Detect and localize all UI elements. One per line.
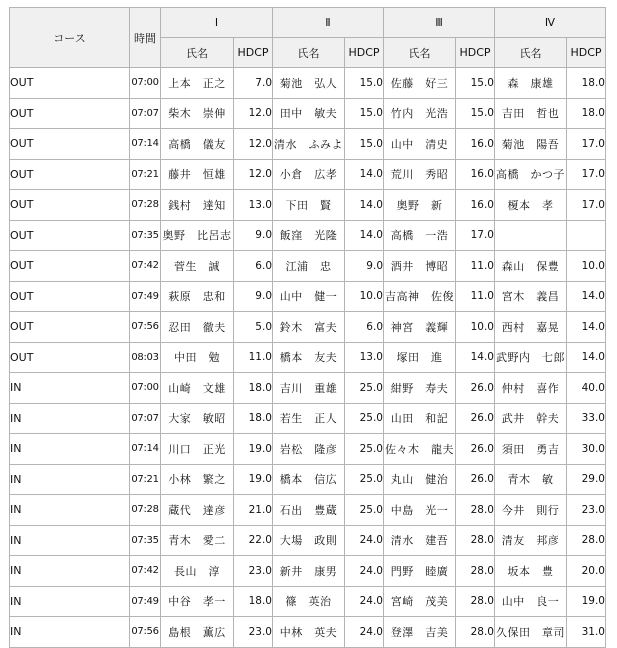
course-cell: OUT xyxy=(10,251,130,282)
course-cell: IN xyxy=(10,525,130,556)
player-name-cell: 小林 繁之 xyxy=(161,464,234,495)
player-hdcp-cell: 16.0 xyxy=(456,190,495,221)
tee-time-cell: 08:03 xyxy=(130,342,161,373)
player-hdcp-cell: 28.0 xyxy=(567,525,606,556)
course-cell: IN xyxy=(10,556,130,587)
course-cell: IN xyxy=(10,434,130,465)
table-row xyxy=(10,464,606,495)
player-hdcp-cell: 28.0 xyxy=(456,586,495,617)
player-hdcp-cell: 23.0 xyxy=(567,495,606,526)
player-hdcp-cell: 14.0 xyxy=(345,220,384,251)
table-row xyxy=(10,220,606,251)
tee-time-cell: 07:42 xyxy=(130,556,161,587)
player-hdcp-cell: 6.0 xyxy=(345,312,384,343)
player-name-cell: 島根 薫広 xyxy=(161,617,234,648)
player-hdcp-cell: 21.0 xyxy=(234,495,273,526)
player-hdcp-cell: 18.0 xyxy=(234,586,273,617)
course-cell: OUT xyxy=(10,159,130,190)
player-name-cell: 宮崎 茂美 xyxy=(384,586,456,617)
player-name-cell: 菊池 陽吾 xyxy=(495,129,567,160)
table-row xyxy=(10,159,606,190)
player-name-cell: 菅生 誠 xyxy=(161,251,234,282)
player-hdcp-cell: 15.0 xyxy=(456,98,495,129)
player-name-cell: 高橋 一浩 xyxy=(384,220,456,251)
name-header: 氏名 xyxy=(495,38,567,68)
player-hdcp-cell: 9.0 xyxy=(345,251,384,282)
player-hdcp-cell: 28.0 xyxy=(456,495,495,526)
player-hdcp-cell: 19.0 xyxy=(567,586,606,617)
group-header-4: Ⅳ xyxy=(495,8,606,38)
course-cell: IN xyxy=(10,495,130,526)
player-name-cell: 森 康雄 xyxy=(495,68,567,99)
player-hdcp-cell: 19.0 xyxy=(234,434,273,465)
player-hdcp-cell: 24.0 xyxy=(345,617,384,648)
player-name-cell: 紺野 寿夫 xyxy=(384,373,456,404)
player-name-cell: 高橋 かつ子 xyxy=(495,159,567,190)
course-cell: OUT xyxy=(10,68,130,99)
player-hdcp-cell: 31.0 xyxy=(567,617,606,648)
tee-time-cell: 07:42 xyxy=(130,251,161,282)
player-name-cell: 宮木 義昌 xyxy=(495,281,567,312)
player-name-cell: 忍田 徹夫 xyxy=(161,312,234,343)
player-name-cell: 山中 清史 xyxy=(384,129,456,160)
player-name-cell: 仲村 喜作 xyxy=(495,373,567,404)
player-name-cell: 山中 健一 xyxy=(273,281,345,312)
course-cell: OUT xyxy=(10,312,130,343)
player-hdcp-cell: 10.0 xyxy=(567,251,606,282)
player-hdcp-cell: 25.0 xyxy=(345,403,384,434)
player-hdcp-cell: 10.0 xyxy=(345,281,384,312)
player-name-cell: 青木 愛二 xyxy=(161,525,234,556)
player-name-cell: 大家 敏昭 xyxy=(161,403,234,434)
table-row xyxy=(10,312,606,343)
player-hdcp-cell: 14.0 xyxy=(456,342,495,373)
course-cell: IN xyxy=(10,403,130,434)
player-name-cell: 今井 則行 xyxy=(495,495,567,526)
player-name-cell: 須田 勇吉 xyxy=(495,434,567,465)
tee-time-cell: 07:07 xyxy=(130,403,161,434)
player-name-cell: 岩松 隆彦 xyxy=(273,434,345,465)
player-hdcp-cell: 12.0 xyxy=(234,159,273,190)
player-hdcp-cell: 11.0 xyxy=(456,281,495,312)
tee-time-cell: 07:49 xyxy=(130,281,161,312)
player-name-cell: 吉田 哲也 xyxy=(495,98,567,129)
player-hdcp-cell: 18.0 xyxy=(567,68,606,99)
player-name-cell: 飯窪 光隆 xyxy=(273,220,345,251)
table-row xyxy=(10,586,606,617)
pairings-body xyxy=(10,68,606,648)
tee-time-cell: 07:35 xyxy=(130,220,161,251)
player-name-cell xyxy=(495,220,567,251)
hdcp-header: HDCP xyxy=(234,38,273,68)
player-hdcp-cell: 10.0 xyxy=(456,312,495,343)
course-cell: OUT xyxy=(10,281,130,312)
player-hdcp-cell: 22.0 xyxy=(234,525,273,556)
player-name-cell: 上本 正之 xyxy=(161,68,234,99)
tee-time-cell: 07:35 xyxy=(130,525,161,556)
player-name-cell: 森山 保豊 xyxy=(495,251,567,282)
group-header-1: Ⅰ xyxy=(161,8,273,38)
player-name-cell: 荒川 秀昭 xyxy=(384,159,456,190)
table-row xyxy=(10,617,606,648)
hdcp-header: HDCP xyxy=(567,38,606,68)
player-name-cell: 神宮 義輝 xyxy=(384,312,456,343)
player-name-cell: 山崎 文雄 xyxy=(161,373,234,404)
player-hdcp-cell: 19.0 xyxy=(234,464,273,495)
header-row-groups xyxy=(10,8,606,38)
player-name-cell: 佐藤 好三 xyxy=(384,68,456,99)
player-name-cell: 中田 勉 xyxy=(161,342,234,373)
player-hdcp-cell: 24.0 xyxy=(345,586,384,617)
player-name-cell: 西村 嘉晃 xyxy=(495,312,567,343)
player-name-cell: 高橋 儀友 xyxy=(161,129,234,160)
player-name-cell: 川口 正光 xyxy=(161,434,234,465)
player-name-cell: 中林 英夫 xyxy=(273,617,345,648)
tee-time-cell: 07:07 xyxy=(130,98,161,129)
table-row xyxy=(10,190,606,221)
player-hdcp-cell: 24.0 xyxy=(345,525,384,556)
table-row xyxy=(10,525,606,556)
player-hdcp-cell: 17.0 xyxy=(567,190,606,221)
player-hdcp-cell: 15.0 xyxy=(345,98,384,129)
player-hdcp-cell: 23.0 xyxy=(234,556,273,587)
player-hdcp-cell: 13.0 xyxy=(234,190,273,221)
player-hdcp-cell: 25.0 xyxy=(345,495,384,526)
player-name-cell: 篠 英治 xyxy=(273,586,345,617)
name-header: 氏名 xyxy=(273,38,345,68)
player-hdcp-cell: 18.0 xyxy=(234,403,273,434)
table-row xyxy=(10,68,606,99)
player-hdcp-cell: 13.0 xyxy=(345,342,384,373)
table-row xyxy=(10,434,606,465)
player-hdcp-cell: 9.0 xyxy=(234,281,273,312)
player-name-cell: 酒井 博昭 xyxy=(384,251,456,282)
player-hdcp-cell: 25.0 xyxy=(345,373,384,404)
player-hdcp-cell: 26.0 xyxy=(456,464,495,495)
table-row xyxy=(10,342,606,373)
table-row xyxy=(10,495,606,526)
table-row xyxy=(10,98,606,129)
player-hdcp-cell: 5.0 xyxy=(234,312,273,343)
tee-time-cell: 07:56 xyxy=(130,617,161,648)
player-hdcp-cell: 29.0 xyxy=(567,464,606,495)
player-name-cell: 小倉 広孝 xyxy=(273,159,345,190)
player-hdcp-cell: 26.0 xyxy=(456,434,495,465)
player-name-cell: 銭村 達知 xyxy=(161,190,234,221)
player-name-cell: 門野 睦廣 xyxy=(384,556,456,587)
table-row xyxy=(10,373,606,404)
player-hdcp-cell: 25.0 xyxy=(345,434,384,465)
course-cell: IN xyxy=(10,373,130,404)
course-header: コース xyxy=(10,8,130,68)
table-row xyxy=(10,556,606,587)
player-hdcp-cell: 12.0 xyxy=(234,129,273,160)
tee-time-cell: 07:21 xyxy=(130,464,161,495)
player-name-cell: 山田 和記 xyxy=(384,403,456,434)
player-hdcp-cell: 15.0 xyxy=(345,129,384,160)
course-cell: OUT xyxy=(10,190,130,221)
player-hdcp-cell: 17.0 xyxy=(567,129,606,160)
player-name-cell: 奥野 比呂志 xyxy=(161,220,234,251)
player-hdcp-cell: 11.0 xyxy=(456,251,495,282)
table-row xyxy=(10,281,606,312)
player-name-cell: 柴木 崇伸 xyxy=(161,98,234,129)
table-row xyxy=(10,129,606,160)
player-hdcp-cell: 15.0 xyxy=(456,68,495,99)
player-hdcp-cell: 20.0 xyxy=(567,556,606,587)
player-name-cell: 清友 邦彦 xyxy=(495,525,567,556)
course-cell: IN xyxy=(10,617,130,648)
player-hdcp-cell: 6.0 xyxy=(234,251,273,282)
player-hdcp-cell: 16.0 xyxy=(456,159,495,190)
player-hdcp-cell: 11.0 xyxy=(234,342,273,373)
player-name-cell: 登澤 吉美 xyxy=(384,617,456,648)
player-name-cell: 萩原 忠和 xyxy=(161,281,234,312)
player-hdcp-cell: 7.0 xyxy=(234,68,273,99)
player-name-cell: 田中 敏夫 xyxy=(273,98,345,129)
player-hdcp-cell: 14.0 xyxy=(345,190,384,221)
player-name-cell: 菊池 弘人 xyxy=(273,68,345,99)
player-name-cell: 中島 光一 xyxy=(384,495,456,526)
player-name-cell: 清水 ふみよ xyxy=(273,129,345,160)
player-name-cell: 江浦 忠 xyxy=(273,251,345,282)
player-name-cell: 中谷 孝一 xyxy=(161,586,234,617)
player-name-cell: 石出 豊蔵 xyxy=(273,495,345,526)
player-hdcp-cell: 14.0 xyxy=(567,312,606,343)
player-name-cell: 鈴木 富夫 xyxy=(273,312,345,343)
player-hdcp-cell: 30.0 xyxy=(567,434,606,465)
player-name-cell: 丸山 健治 xyxy=(384,464,456,495)
player-hdcp-cell: 25.0 xyxy=(345,464,384,495)
player-name-cell: 長山 淳 xyxy=(161,556,234,587)
course-cell: OUT xyxy=(10,220,130,251)
player-hdcp-cell: 14.0 xyxy=(345,159,384,190)
player-hdcp-cell xyxy=(567,220,606,251)
player-hdcp-cell: 9.0 xyxy=(234,220,273,251)
player-name-cell: 坂本 豊 xyxy=(495,556,567,587)
player-hdcp-cell: 14.0 xyxy=(567,281,606,312)
player-name-cell: 山中 良一 xyxy=(495,586,567,617)
player-hdcp-cell: 17.0 xyxy=(567,159,606,190)
player-hdcp-cell: 24.0 xyxy=(345,556,384,587)
player-hdcp-cell: 28.0 xyxy=(456,617,495,648)
tee-time-cell: 07:28 xyxy=(130,495,161,526)
player-name-cell: 塚田 進 xyxy=(384,342,456,373)
player-hdcp-cell: 26.0 xyxy=(456,373,495,404)
player-name-cell: 佐々木 龍夫 xyxy=(384,434,456,465)
player-hdcp-cell: 18.0 xyxy=(234,373,273,404)
player-name-cell: 清水 建吾 xyxy=(384,525,456,556)
tee-time-cell: 07:21 xyxy=(130,159,161,190)
player-hdcp-cell: 17.0 xyxy=(456,220,495,251)
player-name-cell: 武野内 七郎 xyxy=(495,342,567,373)
player-hdcp-cell: 33.0 xyxy=(567,403,606,434)
time-header: 時間 xyxy=(130,8,161,68)
table-row xyxy=(10,403,606,434)
player-hdcp-cell: 16.0 xyxy=(456,129,495,160)
course-cell: OUT xyxy=(10,129,130,160)
course-cell: IN xyxy=(10,586,130,617)
player-name-cell: 下田 賢 xyxy=(273,190,345,221)
tee-time-cell: 07:14 xyxy=(130,129,161,160)
pairings-table xyxy=(9,7,606,648)
player-hdcp-cell: 23.0 xyxy=(234,617,273,648)
player-name-cell: 武井 幹夫 xyxy=(495,403,567,434)
name-header: 氏名 xyxy=(384,38,456,68)
hdcp-header: HDCP xyxy=(345,38,384,68)
player-name-cell: 藤井 恒雄 xyxy=(161,159,234,190)
player-hdcp-cell: 18.0 xyxy=(567,98,606,129)
player-name-cell: 新井 康男 xyxy=(273,556,345,587)
player-hdcp-cell: 14.0 xyxy=(567,342,606,373)
player-name-cell: 吉川 重雄 xyxy=(273,373,345,404)
player-name-cell: 久保田 章司 xyxy=(495,617,567,648)
player-hdcp-cell: 40.0 xyxy=(567,373,606,404)
player-hdcp-cell: 12.0 xyxy=(234,98,273,129)
player-hdcp-cell: 28.0 xyxy=(456,525,495,556)
player-name-cell: 大場 政則 xyxy=(273,525,345,556)
player-name-cell: 橋本 信広 xyxy=(273,464,345,495)
player-name-cell: 橋本 友夫 xyxy=(273,342,345,373)
group-header-2: Ⅱ xyxy=(273,8,384,38)
table-row xyxy=(10,251,606,282)
player-name-cell: 吉高神 佐俊 xyxy=(384,281,456,312)
player-name-cell: 蔵代 達彦 xyxy=(161,495,234,526)
player-name-cell: 奥野 新 xyxy=(384,190,456,221)
hdcp-header: HDCP xyxy=(456,38,495,68)
tee-time-cell: 07:28 xyxy=(130,190,161,221)
name-header: 氏名 xyxy=(161,38,234,68)
tee-time-cell: 07:56 xyxy=(130,312,161,343)
tee-time-cell: 07:49 xyxy=(130,586,161,617)
player-name-cell: 青木 敏 xyxy=(495,464,567,495)
tee-time-cell: 07:14 xyxy=(130,434,161,465)
course-cell: OUT xyxy=(10,342,130,373)
player-name-cell: 榎本 孝 xyxy=(495,190,567,221)
player-name-cell: 竹内 光浩 xyxy=(384,98,456,129)
player-hdcp-cell: 28.0 xyxy=(456,556,495,587)
player-name-cell: 若生 正人 xyxy=(273,403,345,434)
course-cell: OUT xyxy=(10,98,130,129)
course-cell: IN xyxy=(10,464,130,495)
player-hdcp-cell: 15.0 xyxy=(345,68,384,99)
group-header-3: Ⅲ xyxy=(384,8,495,38)
tee-time-cell: 07:00 xyxy=(130,68,161,99)
player-hdcp-cell: 26.0 xyxy=(456,403,495,434)
tee-time-cell: 07:00 xyxy=(130,373,161,404)
